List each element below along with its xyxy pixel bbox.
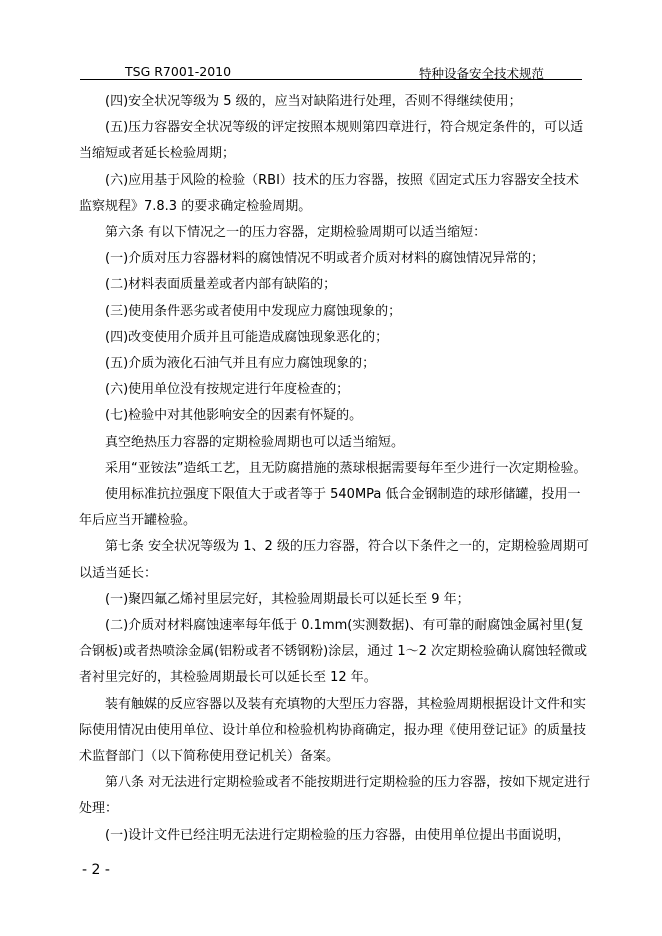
paragraph: 使用标准抗拉强度下限值大于或者等于 540MPa 低合金钢制造的球形储罐，投用一年后应当开罐检验。 — [79, 487, 581, 529]
paragraph: (五)压力容器安全状况等级的评定按照本规则第四章进行，符合规定条件的，可以适当缩短或者延长检验周期； — [79, 120, 584, 162]
paragraph: (六)使用单位没有按规定进行年度检查的； — [105, 382, 350, 398]
header-title: 特种设备安全技术规范 — [419, 66, 545, 81]
paragraph: (四)安全状况等级为 5 级的，应当对缺陷进行处理，否则不得继续使用； — [105, 94, 522, 109]
paragraph: 第八条 对无法进行定期检验或者不能按期进行定期检验的压力容器，按如下规定进行处理： — [79, 775, 591, 817]
paragraph: (三)使用条件恶劣或者使用中发现应力腐蚀现象的； — [105, 303, 402, 319]
body-text — [79, 89, 591, 849]
paragraph: (六)应用基于风险的检验（RBI）技术的压力容器，按照《固定式压力容器安全技术监察规程》7.8.3 的要求确定检验周期。 — [79, 172, 579, 214]
paragraph: 采用“亚铵法”造纸工艺，且无防腐措施的蒸球根据需要每年至少进行一次定期检验。 — [105, 460, 587, 476]
paragraph: (一)介质对压力容器材料的腐蚀情况不明或者介质对材料的腐蚀情况异常的； — [105, 251, 545, 267]
page-number: - 2 - — [82, 862, 110, 878]
paragraph: 第六条 有以下情况之一的压力容器，定期检验周期可以适当缩短： — [105, 225, 487, 241]
header-code: TSG R7001-2010 — [125, 64, 232, 79]
header-rule — [80, 79, 582, 80]
paragraph: 第七条 安全状况等级为 1、2 级的压力容器，符合以下条件之一的，定期检验周期可以适当延长： — [79, 539, 589, 581]
paragraph: (二)材料表面质量差或者内部有缺陷的； — [105, 277, 337, 293]
paragraph: 真空绝热压力容器的定期检验周期也可以适当缩短。 — [105, 434, 405, 450]
paragraph: (二)介质对材料腐蚀速率每年低于 0.1mm(实测数据)、有可靠的耐腐蚀金属衬里(复合钢板)或者热喷涂金属(铝粉或者不锈钢粉)涂层，通过 1～2 次定期检验确认腐蚀轻微或者衬里完好的，其检验周期最长可以延长至 12 年。 — [79, 618, 588, 686]
paragraph: 装有触媒的反应容器以及装有充填物的大型压力容器，其检验周期根据设计文件和实际使用情况由使用单位、设计单位和检验机构协商确定，报办理《使用登记证》的质量技术监督部门（以下简称使用登记机关）备案。 — [79, 696, 587, 765]
paragraph: (七)检验中对其他影响安全的因素有怀疑的。 — [105, 408, 363, 424]
paragraph: (一)聚四氟乙烯衬里层完好，其检验周期最长可以延长至 9 年； — [105, 591, 470, 607]
paragraph: (四)改变使用介质并且可能造成腐蚀现象恶化的； — [105, 329, 389, 345]
paragraph: (五)介质为液化石油气并且有应力腐蚀现象的； — [105, 356, 376, 372]
paragraph: (一)设计文件已经注明无法进行定期检验的压力容器，由使用单位提出书面说明， — [105, 827, 571, 843]
